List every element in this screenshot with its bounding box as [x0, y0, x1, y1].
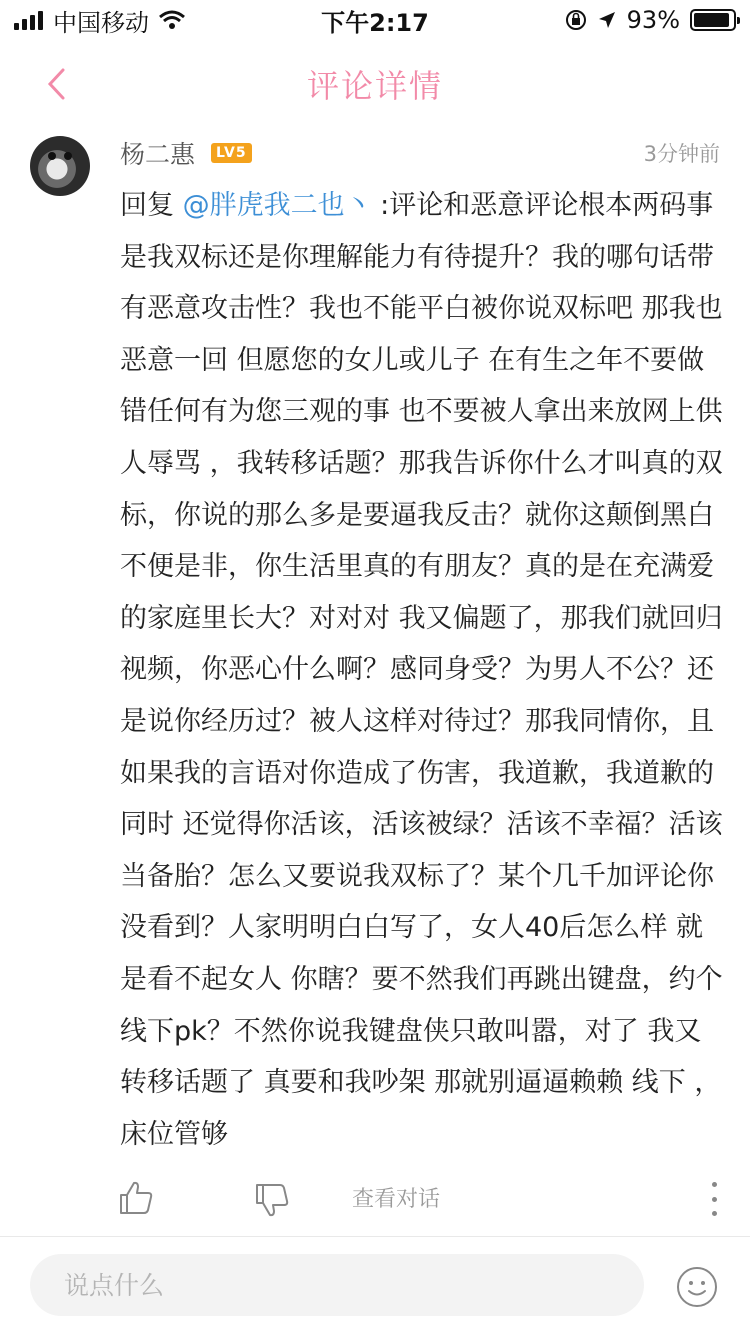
signal-icon — [14, 10, 43, 30]
comment-time: 3分钟前 — [643, 142, 720, 166]
chevron-left-icon — [45, 67, 67, 101]
battery-icon — [690, 9, 736, 31]
carrier-label: 中国移动 — [53, 8, 149, 37]
comment-actions — [0, 1168, 750, 1228]
status-bar — [0, 0, 750, 40]
comment-text — [120, 180, 726, 1160]
view-conversation-button[interactable]: 查看对话 — [352, 1187, 441, 1212]
mention-link[interactable]: @胖虎我二也丶 — [182, 190, 372, 221]
author-name[interactable]: 杨二惠 — [120, 140, 196, 169]
page-title: 评论详情 — [306, 67, 443, 105]
avatar[interactable] — [30, 136, 90, 196]
status-right — [565, 6, 736, 34]
nav-bar — [0, 40, 750, 128]
smiley-icon[interactable] — [676, 1266, 718, 1308]
level-badge: LV5 — [211, 143, 252, 163]
thumbs-up-icon[interactable] — [118, 1180, 154, 1216]
back-button[interactable] — [36, 62, 76, 106]
location-icon — [597, 10, 617, 30]
battery-percent: 93% — [626, 6, 680, 34]
thumbs-down-icon[interactable] — [254, 1182, 290, 1218]
comment-input-bar — [0, 1238, 750, 1334]
comment-input[interactable] — [30, 1254, 644, 1316]
status-time: 下午2:17 — [321, 8, 429, 37]
status-left — [14, 3, 185, 38]
author-row — [120, 136, 720, 170]
comment-content: :评论和恶意评论根本两码事 是我双标还是你理解能力有待提升？我的哪句话带有恶意攻击性？我也不能平白被你说双标吧 那我也恶意一回 但愿您的女儿或儿子 在有生之年不要做错任何有为您三观的事 也不要被人拿出来放网上供人辱骂 ，我转移话题？那我告诉你什么才叫真的双标，你说的那么多是要逼我反击？就你这颠倒黑白不便是非，你生活里真的有朋友？真的是在充满爱的家庭里长大？对对对 我又偏题了，那我们就回归视频，你恶心什么啊？感同身受？为男人不公？还是说你经历过？被人这样对待过？那我同情你，且如果我的言语对你造成了伤害，我道歉，我道歉的同时 还觉得你活该，活该被绿？活该不幸福？活该当备胎？怎么又要说我双标了？某个几千加评论你没看到？人家明明白白写了，女人40后怎么样 就是看不起女人 你瞎？要不然我们再跳出键盘，约个线下pk？不然你说我键盘侠只敢叫嚣，对了 我又转移话题了 真要和我吵架 那就别逼逼赖赖 线下 ，床位管够 — [120, 190, 723, 1150]
more-vertical-icon[interactable] — [700, 1182, 728, 1216]
divider — [0, 1236, 750, 1237]
wifi-icon — [159, 10, 185, 30]
reply-prefix: 回复 — [120, 190, 174, 221]
rotation-lock-icon — [565, 9, 587, 31]
